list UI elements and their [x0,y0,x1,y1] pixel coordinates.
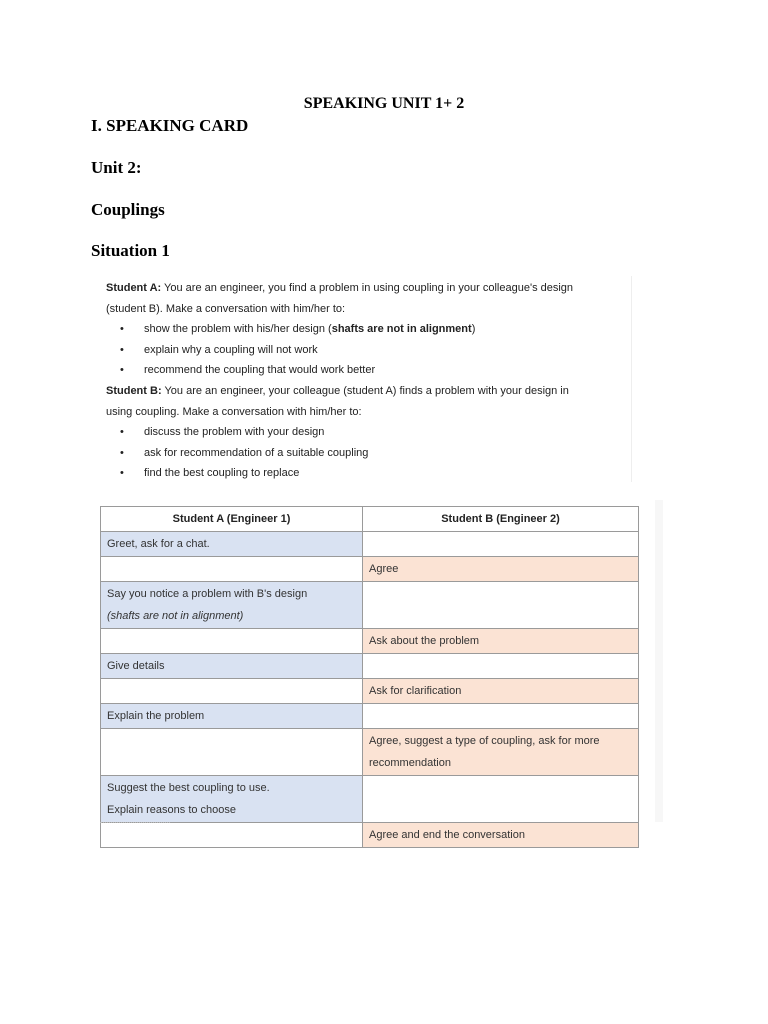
cell-student-b: Agree, suggest a type of coupling, ask for more recommendation [363,729,639,776]
table-row [101,679,639,704]
cell-student-b [363,704,639,729]
student-b-tasks [106,422,631,484]
table-header-row [101,507,639,532]
table-row [101,729,639,776]
list-item: • explain why a coupling will not work [106,340,631,361]
section-heading: I. SPEAKING CARD [91,116,249,135]
table-row [101,557,639,582]
list-item: • ask for recommendation of a suitable coupling [106,443,631,464]
cell-student-b [363,582,639,629]
cell-student-a: Give details [101,654,363,679]
student-b-intro-line2: using coupling. Make a conversation with him/her to: [106,405,362,418]
bullet-icon: • [120,446,124,459]
cell-student-a: Greet, ask for a chat. [101,532,363,557]
cell-student-a [101,557,363,582]
student-a-intro: Student A: You are an engineer, you find a problem in using coupling in your colleague's design [106,282,574,294]
cell-student-a [101,729,363,776]
bullet-icon: • [120,364,124,377]
table-row [101,704,639,729]
student-a-label: Student A: [106,282,162,294]
cell-student-b: Ask for clarification [363,679,639,704]
cell-student-a [101,629,363,654]
cell-student-a: Say you notice a problem with B's design (shafts are not in alignment) [101,582,363,629]
bullet-icon: • [120,343,124,356]
bullet-icon: • [120,426,124,439]
list-item: • discuss the problem with your design [106,422,631,443]
table-row [101,654,639,679]
student-b-intro: Student B: You are an engineer, your colleague (student A) finds a problem with your design in [106,384,569,397]
cell-student-a: Suggest the best coupling to use. Explain reasons to choose [101,776,363,823]
cropped-text-fragment [100,822,170,827]
cell-student-b [363,532,639,557]
cell-student-b [363,654,639,679]
table-row [101,582,639,629]
column-header-student-b: Student B (Engineer 2) [363,507,639,532]
cell-student-b: Agree and end the conversation [363,823,639,848]
table-row [101,776,639,823]
cell-student-b [363,776,639,823]
cell-student-a [101,679,363,704]
document-title: SPEAKING UNIT 1+ 2 [303,95,465,112]
cell-student-b: Agree [363,557,639,582]
cell-student-a: Explain the problem [101,704,363,729]
table-row [101,629,639,654]
unit-heading: Unit 2: [91,158,142,177]
bullet-icon: • [120,467,124,480]
dialogue-table [100,506,639,848]
scan-edge [655,500,663,822]
situation-heading: Situation 1 [91,241,170,260]
list-item: • recommend the coupling that would work better [106,360,631,381]
table-row [101,532,639,557]
table-row [101,823,639,848]
list-item: • show the problem with his/her design (shafts are not in alignment) [106,319,631,340]
speaking-card [92,276,632,482]
column-header-student-a: Student A (Engineer 1) [101,507,363,532]
bullet-icon: • [120,323,124,336]
student-a-intro-line2: (student B). Make a conversation with him/her to: [106,302,346,315]
student-a-tasks [106,319,631,381]
topic-heading: Couplings [91,200,165,219]
cell-student-b: Ask about the problem [363,629,639,654]
student-b-label: Student B: [106,384,162,397]
list-item: • find the best coupling to replace [106,463,631,484]
